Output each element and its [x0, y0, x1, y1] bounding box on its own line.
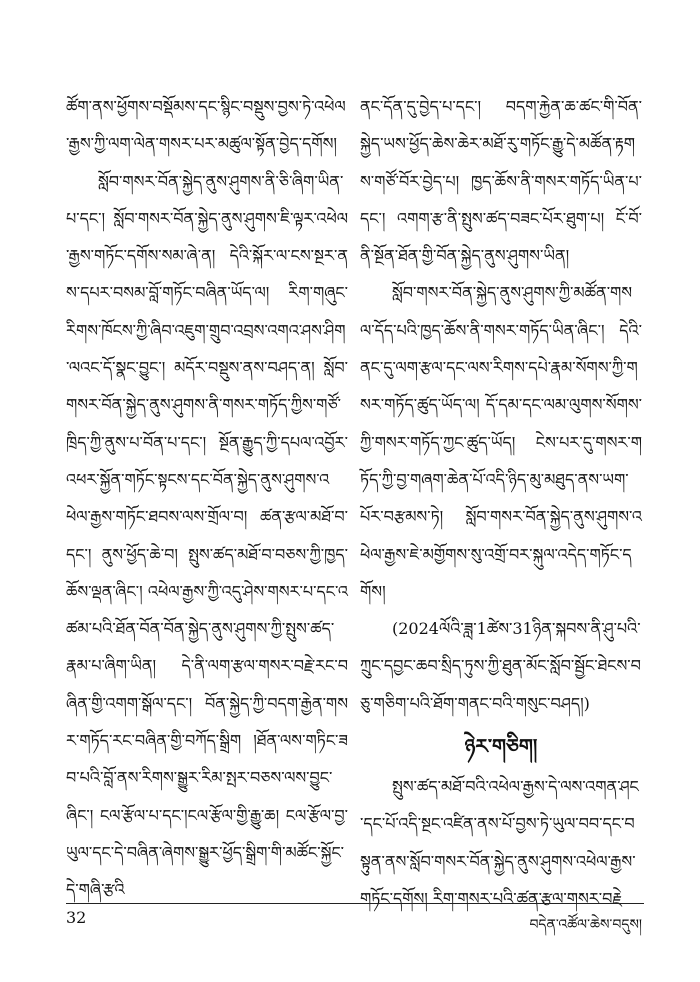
right-paragraph-3: སྤུས་ཚད་མཐོ་བའི་འཕེལ་རྒྱས་དེ་ལས་འགན་ཤང་དང་པོ་འདི་སྔང་འཛིན་ནས་པོ་བྱས་ཏེ་ཡུལ་བབ་དང་བསྟུན་ནས་སློབ་གསར་བོན་སྐྱེད་ནུས་ཤུགས་འཕེལ་རྒྱས་གཏོང་དགོས། རིག་གསར་པའི་ཚན་རྩལ་གསར་བརྗེ: [360, 777, 639, 908]
page-number: 32: [66, 908, 87, 927]
running-footer-title: བདེན་འཚོལ་ཆེས་བདུས།: [529, 917, 642, 933]
speech-source-note: (2024ལོའི་ཟླ་1ཚེས་31ཉིན་སྐབས་ནི་ཤུ་པའི་ཀྲུང་དབྱང་ཆབ་སྲིད་ཏུས་ཀྱི་ཐུན་མོང་སློབ་སྦྱོང་ཐེངས་བཅུ་གཅིག་པའི་ཐོག་གནང་བའི་གསུང་བཤད།): [360, 619, 641, 713]
right-paragraph-1: ནང་དོན་དུ་བྱེད་པ་དང་། བདག་རྐྱེན་ཆ་ཚང་གི་བོན་སྐྱེད་ཡས་ཕྱོད་ཆེས་ཆེར་མཐོ་རུ་གཏོང་རྒྱུ་དེ་མཚོན་རྟགས་གཙོ་བོར་བྱེད་པ། ཁྱད་ཆོས་ནི་གསར་གཏོད་ཡིན་པ་དང་། འགག་རྩ་ནི་སྤུས་ཚད་བཟང་པོར་ཐུག་པ། ངོ་བོ་ནི་སྔོན་ཐོན་གྱི་བོན་སྐྱེད་ནུས་ཤུགས་ཡིན།: [360, 97, 642, 266]
footer-divider: [66, 903, 644, 904]
right-column: [360, 88, 642, 917]
left-paragraph-2: སློབ་གསར་བོན་སྐྱེད་ནུས་ཤུགས་ནི་ཅི་ཞིག་ཡིན་པ་དང་། སློབ་གསར་བོན་སྐྱེད་ནུས་ཤུགས་ཇི་ལྟར་འཕེལ་རྒྱས་གཏོང་དགོས་སམ་ཞེ་ན། དེའི་སྐོར་ལ་ངས་སྔར་ནས་དཔར་བསམ་བློ་གཏོང་བཞིན་ཡོད་ལ། རིག་གཞུང་རིགས་ཁོངས་ཀྱི་ཞིབ་འཇུག་གྲུབ་འབྲས་འགའ་ཤས་ཤིག་ལའང་དོ་སྣང་བྱུང་། མདོར་བསྡུས་ནས་བཤད་ན། སློབ་གསར་བོན་སྐྱེད་ནུས་ཤུགས་ནི་གསར་གཏོད་ཀྱིས་གཙོ་ཁྲིད་ཀྱི་ནུས་པ་བོན་པ་དང་། སྔོན་རྒྱུད་ཀྱི་དཔལ་འབྱོར་འཕར་སྐྱོན་གཏོང་སྟངས་དང་བོན་སྐྱེད་ནུས་ཤུགས་འཕེལ་རྒྱས་གཏོང་ཐབས་ལས་གྲོལ་བ། ཚན་རྩལ་མཐོ་བ་དང་། ནུས་ཕྱོད་ཆེ་བ། སྤུས་ཚད་མཐོ་བ་བཅས་ཀྱི་ཁྱད་ཆོས་ལྡན་ཞིང་། འཕེལ་རྒྱས་ཀྱི་འདུ་ཤེས་གསར་པ་དང་འཚམ་པའི་ཐོན་བོན་བོན་སྐྱེད་ནུས་ཤུགས་ཀྱི་སྤུས་ཚད་རྣམ་པ་ཞིག་ཡིན། དེ་ནི་ལག་རྩལ་གསར་བརྗེ་རང་བཞིན་གྱི་འགག་སྒོལ་དང་། བོན་སྐྱེད་ཀྱི་བདག་རྒྱེན་གསར་གཏོད་རང་བཞིན་གྱི་བཀོད་སྒྲིག །ཐོན་ལས་གཏིང་ཟབ་པའི་བློ་ནས་རིགས་སྒྱུར་རིམ་སྤར་བཅས་ལས་བྱུང་ཞིང་། ངལ་རྩོལ་པ་དང་།ངལ་རྩོལ་གྱི་རྒྱུ་ཆ། ངལ་རྩོལ་བྱ་ཡུལ་དང་དེ་བཞིན་ཞེགས་སྒྱུར་ཕྱོད་སྒྲིག་གི་མཚོང་སྐྱོང་དེ་གཞི་རྩའི: [66, 171, 348, 900]
right-paragraph-2: སློབ་གསར་བོན་སྐྱེད་ནུས་ཤུགས་ཀྱི་མཚོན་གསལ་དོད་པའི་ཁྱད་ཆོས་ནི་གསར་གཏོད་ཡིན་ཞིང་། དེའི་ནང་དུ་ལག་རྩལ་དང་ལས་རིགས་དཔེ་རྣམ་སོགས་ཀྱི་གསར་གཏོད་ཚུད་ཡོད་ལ། དོ་དམ་དང་ལམ་ལུགས་སོགས་ཀྱི་གསར་གཏོད་ཀྱང་ཚུད་ཡོད། ངེས་པར་དུ་གསར་གཏོད་ཀྱི་བྱ་གཞག་ཆེན་པོ་འདི་ཉིད་མུ་མཐུད་ནས་ཡག་པོར་བརྩམས་ཏེ། སློབ་གསར་བོན་སྐྱེད་ནུས་ཤུགས་འཕེལ་རྒྱས་ཇེ་མགྱོགས་སུ་འགྲོ་བར་སྐུལ་འདེད་གཏོང་དགོས།: [360, 283, 642, 601]
left-paragraph-1: ཚོག་ནས་ཕྱོགས་བསྡོམས་དང་སྙིང་བསྡུས་བྱས་ཏེ་འཕེལ་རྒྱས་ཀྱི་ལག་ལེན་གསར་པར་མཚུལ་སྟོན་བྱེད་དགོས།: [66, 97, 346, 154]
left-column: [66, 88, 348, 909]
section-heading: ཉེར་གཅིག།: [464, 734, 538, 759]
